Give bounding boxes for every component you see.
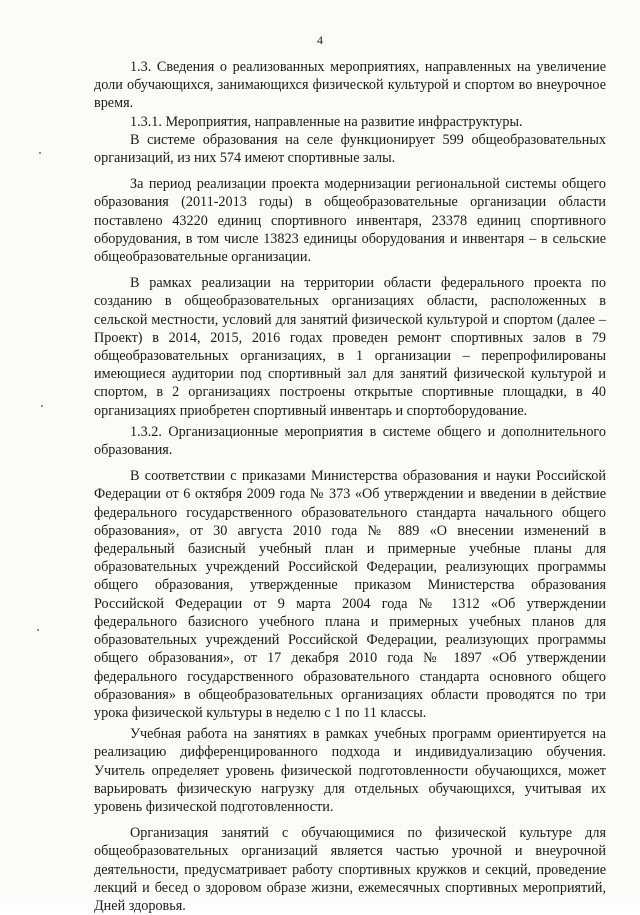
paragraph-extracurricular-activities: Организация занятий с обучающимися по физической культуре для общеобразовательных организаций является частью урочной и внеурочной деятельности, предусматривает работу спортивных кружков и секций, проведение лекций и бесед о здоровом образе жизни, ежемесячных спортивных мероприятий, Дней здоровья. [94, 825, 606, 914]
page-number: 4 [317, 33, 323, 47]
paragraph-federal-project: В рамках реализации на территории области федерального проекта по созданию в общеобразовательных организациях области, расположенных в сельской местности, условий для занятий физической культурой и спортом (далее – Проект) в 2014, 2015, 2016 годах проведен ремонт спортивных залов в 79 общеобразовательных организациях, в 1 организации – перепрофилированы имеющиеся аудитории под спортивный зал для занятий физической культурой и спортом, в 2 организациях построены открытые спортивные площадки, в 40 организациях приобретен спортивный инвентарь и спортоборудование. [94, 275, 606, 419]
paragraph-section-1-3-heading: 1.3. Сведения о реализованных мероприятиях, направленных на увеличение доли обучающихся, занимающихся физической культурой и спортом во внеурочное время. [94, 59, 606, 112]
paragraph-ministry-orders: В соответствии с приказами Министерства образования и науки Российской Федерации от 6 октября 2009 года № 373 «Об утверждении и введении в действие федерального государственного образовательного стандарта начального общего образования», от 30 августа 2010 года № 889 «О внесении изменений в федеральный базисный учебный план и примерные учебные планы для образовательных учреждений Российской Федерации, реализующих программы общего образования, утвержденные приказом Министерства образования Российской Федерации от 9 марта 2004 года № 1312 «Об утверждении федерального базисного учебного плана и примерных учебных планов для образовательных учреждений Российской Федерации, реализующих программы общего образования», от 17 декабря 2010 года № 1897 «Об утверждении федерального государственного образовательного стандарта основного общего образования» в общеобразовательных организациях области проводятся по три урока физической культуры в неделю с 1 по 11 классы. [94, 468, 606, 721]
paragraph-section-1-3-1-heading: 1.3.1. Мероприятия, направленные на развитие инфраструктуры. [130, 113, 523, 130]
document-body [94, 58, 606, 915]
scan-margin-dot [41, 405, 43, 407]
scan-margin-dot [37, 629, 39, 631]
paragraph-modernization-project: За период реализации проекта модернизации региональной системы общего образования (2011-2013 годы) в общеобразовательные организации области поставлено 43220 единиц спортивного инвентаря, 23378 единиц спортивного оборудования, в том числе 13823 единицы оборудования и инвентаря – в сельские общеобразовательные организации. [94, 176, 606, 266]
scan-margin-dot [39, 152, 41, 154]
paragraph-rural-schools: В системе образования на селе функционирует 599 общеобразовательных организаций, из них 574 имеют спортивные залы. [94, 131, 606, 167]
paragraph-section-1-3-2-heading: 1.3.2. Организационные мероприятия в системе общего и дополнительного образования. [94, 423, 606, 459]
paragraph-differentiated-approach: Учебная работа на занятиях в рамках учебных программ ориентируется на реализацию дифференцированного подхода и индивидуализацию обучения. Учитель определяет уровень физической подготовленности обучающихся, может варьировать физическую нагрузку для отдельных обучающихся, учитывая их уровень физической подготовленности. [94, 726, 606, 815]
